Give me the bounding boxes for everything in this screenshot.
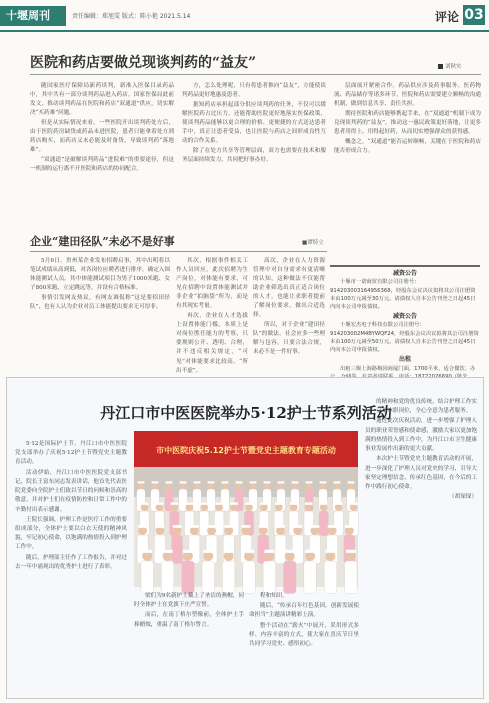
nurse-figure bbox=[141, 561, 154, 594]
notice-text: 十堰市一诺商贸有限公司注册号：914203003164956368，经股东会议决议拟将其公司注册资本由100万元减至30万元。请债权人自本公告刊登之日起45日内向本公司申报债权。 bbox=[330, 279, 476, 310]
paragraph: 随后，“传承百年红色基因，创新发展使命担当”主题演讲精彩上演。 bbox=[249, 603, 359, 619]
section-title: 评论 bbox=[434, 10, 459, 24]
paragraph: 活动伊始，丹江口市中医医院党支部书记、院长王富东同志发表讲话，他首先代表医院党委向全院护士们致以节日的问候和崇高的敬意，并对护士们在疫情防控和日常工作中的辛勤付出表示感谢。 bbox=[15, 469, 127, 513]
article1-title-rule bbox=[30, 74, 481, 75]
paragraph: 程和知识。 bbox=[260, 593, 288, 599]
event-photo bbox=[134, 431, 358, 587]
header-rule bbox=[0, 30, 489, 32]
nurse-cap bbox=[200, 502, 208, 504]
page-number: 03 bbox=[464, 7, 484, 23]
paragraph: 其次，根据事件相关工作人员回应，此次招聘为生产岗位，对体能有要求，可见在招聘中设置体能测试并非企业“拍脑袋”所为，而是有其现实考量。 bbox=[176, 258, 248, 310]
nurse-cap bbox=[138, 525, 147, 528]
nurse-figure bbox=[202, 561, 215, 594]
paragraph: 高次，企业在人力资源管理中对自身需求有更清晰的认知，这种做法不仅能帮助企业筛选出真正适合岗位的人才，也能让求职者提前了解岗位要求，做出合适选择。 bbox=[253, 258, 325, 319]
byline: （胡琛琛） bbox=[449, 494, 477, 501]
nurse-figure bbox=[243, 561, 256, 594]
article2-column-1 bbox=[30, 257, 170, 369]
notice-title: 减资公告 bbox=[392, 270, 417, 277]
nurse-cap bbox=[208, 481, 215, 483]
nurse-cap bbox=[278, 481, 285, 483]
nurse-cap bbox=[292, 481, 299, 483]
feature-column-4 bbox=[365, 398, 477, 695]
masthead-tag: 十堰周刊 bbox=[0, 6, 66, 26]
nurse-figure bbox=[161, 561, 174, 594]
nurse-cap bbox=[285, 550, 295, 553]
rental-title: 出租 bbox=[398, 356, 411, 364]
nurse-cap bbox=[185, 502, 193, 504]
nurse-cap bbox=[311, 525, 320, 528]
nurse-cap bbox=[320, 502, 328, 504]
nurse-figure bbox=[172, 535, 183, 564]
nurse-figure bbox=[207, 489, 216, 511]
nurse-figure bbox=[193, 489, 202, 511]
paragraph: 的精神和党的优良传统，结合护理工作实际，立足本职岗位，全心全意为患者服务。 bbox=[365, 399, 477, 415]
notice-title: 减资公告 bbox=[392, 313, 417, 321]
article2-column-2 bbox=[176, 257, 248, 374]
nurse-cap bbox=[345, 525, 354, 528]
nurse-cap bbox=[171, 502, 179, 504]
feature-column-1 bbox=[15, 440, 127, 695]
paragraph: 事情引发网友热议，有网友调侃称“这是要招田径队”，也有人认为企业对员工体能提出要求无可厚非。 bbox=[30, 295, 170, 311]
nurse-cap bbox=[244, 550, 254, 553]
article2-title: 企业“建田径队”未必不是好事 bbox=[30, 235, 175, 248]
nurse-figure bbox=[154, 535, 165, 564]
page-header bbox=[0, 0, 489, 32]
event-photo-illustration bbox=[134, 431, 358, 587]
nurse-cap bbox=[275, 502, 283, 504]
author-marker-icon bbox=[438, 64, 443, 69]
nurse-cap bbox=[328, 525, 337, 528]
nurse-cap bbox=[260, 502, 268, 504]
paragraph: 随国家医疗保障局新药谈判，新准入医保目录药品中，其中共有一部分谈判药品进入药店。国家医保局此前发文，推动谈判药品在医院和药店“双通道”供应，切实解决“买药难”问题。 bbox=[30, 83, 174, 117]
nurse-cap bbox=[155, 525, 164, 528]
nurse-cap bbox=[142, 550, 152, 553]
nurse-cap bbox=[224, 525, 233, 528]
paragraph: 期待医院和药店能够携起手来，在“双通道”机制下成为兑现谈判药的“益友”，推动这一惠民政策更好落地，让更多患者用得上、用得起好药，从而切实增强群众的获得感。 bbox=[334, 111, 481, 136]
nurse-cap bbox=[183, 550, 193, 553]
nurse-cap bbox=[230, 502, 238, 504]
nurse-cap bbox=[141, 502, 149, 504]
nurse-cap bbox=[173, 525, 182, 528]
nurse-cap bbox=[306, 481, 313, 483]
nurse-cap bbox=[245, 502, 253, 504]
nurse-cap bbox=[305, 502, 313, 504]
paragraph: 本次护士节暨党史主题教育活动的开展，进一步深化了护理人员对党史的学习，引导大家坚定理想信念，传承红色基因，在今后的工作中践行初心使命。 bbox=[365, 456, 477, 490]
article1-column-3 bbox=[334, 82, 481, 218]
paragraph: 王院长强调，护理工作是医疗工作的重要组成部分，全体护士要以白衣天使的精神风貌，牢记初心使命，以饱满的热情投入到护理工作中。 bbox=[15, 516, 127, 551]
nurse-cap bbox=[224, 550, 234, 553]
nurse-figure bbox=[214, 511, 224, 536]
nurse-cap bbox=[259, 525, 268, 528]
nurse-figure bbox=[324, 561, 337, 594]
feature-title: 丹江口市中医医院举办5·12护士节系列活动 bbox=[100, 404, 392, 422]
nurse-cap bbox=[264, 550, 274, 553]
feature-column-3 bbox=[249, 592, 359, 695]
article1-column-1 bbox=[30, 82, 174, 218]
nurse-cap bbox=[166, 481, 173, 483]
nurse-figure bbox=[292, 535, 303, 564]
article1-author-name: 刘秋实 bbox=[445, 64, 462, 70]
paragraph: 通过此次庆祝活动，进一步增强了护理人员的职业荣誉感和使命感，激励大家以更加饱满的热情投入到工作中，为丹江口市卫生健康事业发展作出新的更大贡献。 bbox=[365, 418, 477, 453]
paragraph: 除了在处方共享等管理层面，双方也需要在技术和服务层面持续发力，共同把好事办好。 bbox=[182, 148, 326, 164]
nurse-cap bbox=[325, 550, 335, 553]
nurse-cap bbox=[215, 502, 223, 504]
paragraph: 5·12是国际护士节。丹江口市中医医院党支部举办了庆祝5·12护士节暨党史主题教育活动。 bbox=[15, 441, 127, 466]
paragraph: 5月6日，贵州某企业发布招聘启事，其中出明将以笔试成绩从高到低，对各岗位应聘者进行排序，确定入围体能测试人员。其中体能测试项目为男子1000米跑、女子800米跑、立定跳远等，并设有合格标准。 bbox=[30, 258, 170, 292]
nurse-cap bbox=[236, 481, 243, 483]
nurse-cap bbox=[190, 525, 199, 528]
nurse-cap bbox=[207, 525, 216, 528]
nurse-cap bbox=[138, 481, 145, 483]
nurse-cap bbox=[203, 550, 213, 553]
nurse-figure bbox=[319, 511, 329, 536]
nurse-cap bbox=[276, 525, 285, 528]
article1-title: 医院和药店要做兑现谈判药的“益友” bbox=[30, 55, 257, 71]
notice-box bbox=[330, 265, 480, 372]
nurse-cap bbox=[320, 481, 327, 483]
article2-column-3 bbox=[253, 257, 325, 369]
paragraph: 再次，企业在人才选拔上设置体能门槛，本质上是对岗位胜任能力的考察，只要规则公开、透明、合理，并不违反相关规定，“可见”对体能要求比较高，“所出不虚”。 bbox=[176, 313, 248, 374]
photo-banner-text: 市中医院庆祝5.12护士节暨党史主题教育专题活动 bbox=[156, 446, 336, 455]
article2-author: ■谭特立 bbox=[302, 240, 324, 246]
article1-column-2 bbox=[182, 82, 326, 218]
nurse-cap bbox=[305, 550, 315, 553]
nurse-figure bbox=[304, 561, 317, 594]
nurse-cap bbox=[335, 502, 343, 504]
paragraph: 梁们为9名新护士戴上了圣洁的燕帽，同时全体护士在党旗下庄严宣誓。 bbox=[134, 593, 244, 609]
article1-author bbox=[438, 62, 462, 70]
paragraph: 所以，对于企业“建田径队”的做法，社会应多一些理解与包容，只要合法合规，未必不是一件好事。 bbox=[253, 322, 325, 356]
nurse-figure bbox=[263, 561, 276, 594]
nurse-cap bbox=[346, 550, 356, 553]
nurse-cap bbox=[222, 481, 229, 483]
nurse-cap bbox=[194, 481, 201, 483]
article2-title-rule bbox=[30, 251, 327, 252]
rental-text: 出租三堰上海路梅园商厦门面，1700平米，适合餐饮、办 bbox=[340, 365, 476, 372]
feature-section bbox=[6, 377, 484, 699]
paragraph: 但是从实际情况来看，一些医院开出谈判药处方后，由于医院药房缺货或药品未进医院，患者只能拿着处方到药店购买，而药店又未必能及时备货，导致谈判药“落地难”。 bbox=[30, 120, 174, 154]
nurse-cap bbox=[293, 525, 302, 528]
editor-info: 责任编辑：郑旭雯 版式：陈小艳 2021.5.14 bbox=[72, 13, 191, 20]
paragraph: 概念之，“双通道”能否运转顺畅，关键在于医院和药店能否形成合力。 bbox=[334, 139, 481, 155]
nurse-cap bbox=[334, 481, 341, 483]
paragraph: 整个活动在“薪火”中展开，采用形式多样、内容丰富的方式，使大家在喜庆节日里共同学习党史、感悟初心。 bbox=[249, 622, 359, 648]
nurse-cap bbox=[180, 481, 187, 483]
paragraph: 随后，护理部主任作了工作报告，并对过去一年中涌现出的优秀护士进行了表彰。 bbox=[15, 554, 127, 570]
nurse-figure bbox=[182, 561, 195, 594]
nurse-cap bbox=[242, 525, 251, 528]
paragraph: 层面展开紧密合作。药品供应涉及药事服务、医药物流、药品储存等诸多环节，医院和药店需要建立顺畅的沟通机制，做到信息共享、责任共担。 bbox=[334, 83, 481, 108]
nurse-cap bbox=[250, 481, 257, 483]
nurse-cap bbox=[163, 550, 173, 553]
nurse-figure bbox=[283, 561, 296, 594]
notice-text: 十堰宏杰电子科技有限公司注册号：914203002M4BYWQF24，经股东会议决议拟将其公司注册资本由100万元减至50万元。请债权人自本公告刊登之日起45日内向本公司申报债权。 bbox=[330, 322, 479, 354]
nurse-cap bbox=[348, 481, 355, 483]
nurse-figure bbox=[275, 535, 286, 564]
nurse-cap bbox=[264, 481, 271, 483]
nurse-cap bbox=[152, 481, 159, 483]
nurse-cap bbox=[350, 502, 358, 504]
paragraph: 据知药店承担起部分供应谈判药的任务，不仅可以缓解医院药占比压力，还能帮助医院更好地落实医保政策，使谈判药品能够以更合理的价格、更便捷的方式送达患者手中，真正让患者受益，也让医院与药店之间形成良性互动的合作关系。 bbox=[182, 102, 326, 145]
paragraph: “双通道”是破解谈判药品“进院难”的重要途径，但这一机制的运行离不开医院和药店的协同配合。 bbox=[30, 157, 174, 173]
nurse-figure bbox=[222, 561, 235, 594]
nurse-figure bbox=[345, 561, 358, 594]
paragraph: 而后，在南丁格尔塑像前，全体护士手捧蜡烛，重温了南丁格尔誓言。 bbox=[134, 612, 244, 628]
paragraph: 方，怎么处理呢，只有将患者推向“益友”，方能使谈判药品更好地惠及患者。 bbox=[182, 83, 326, 99]
nurse-cap bbox=[156, 502, 164, 504]
feature-column-2 bbox=[134, 592, 244, 695]
nurse-cap bbox=[290, 502, 298, 504]
